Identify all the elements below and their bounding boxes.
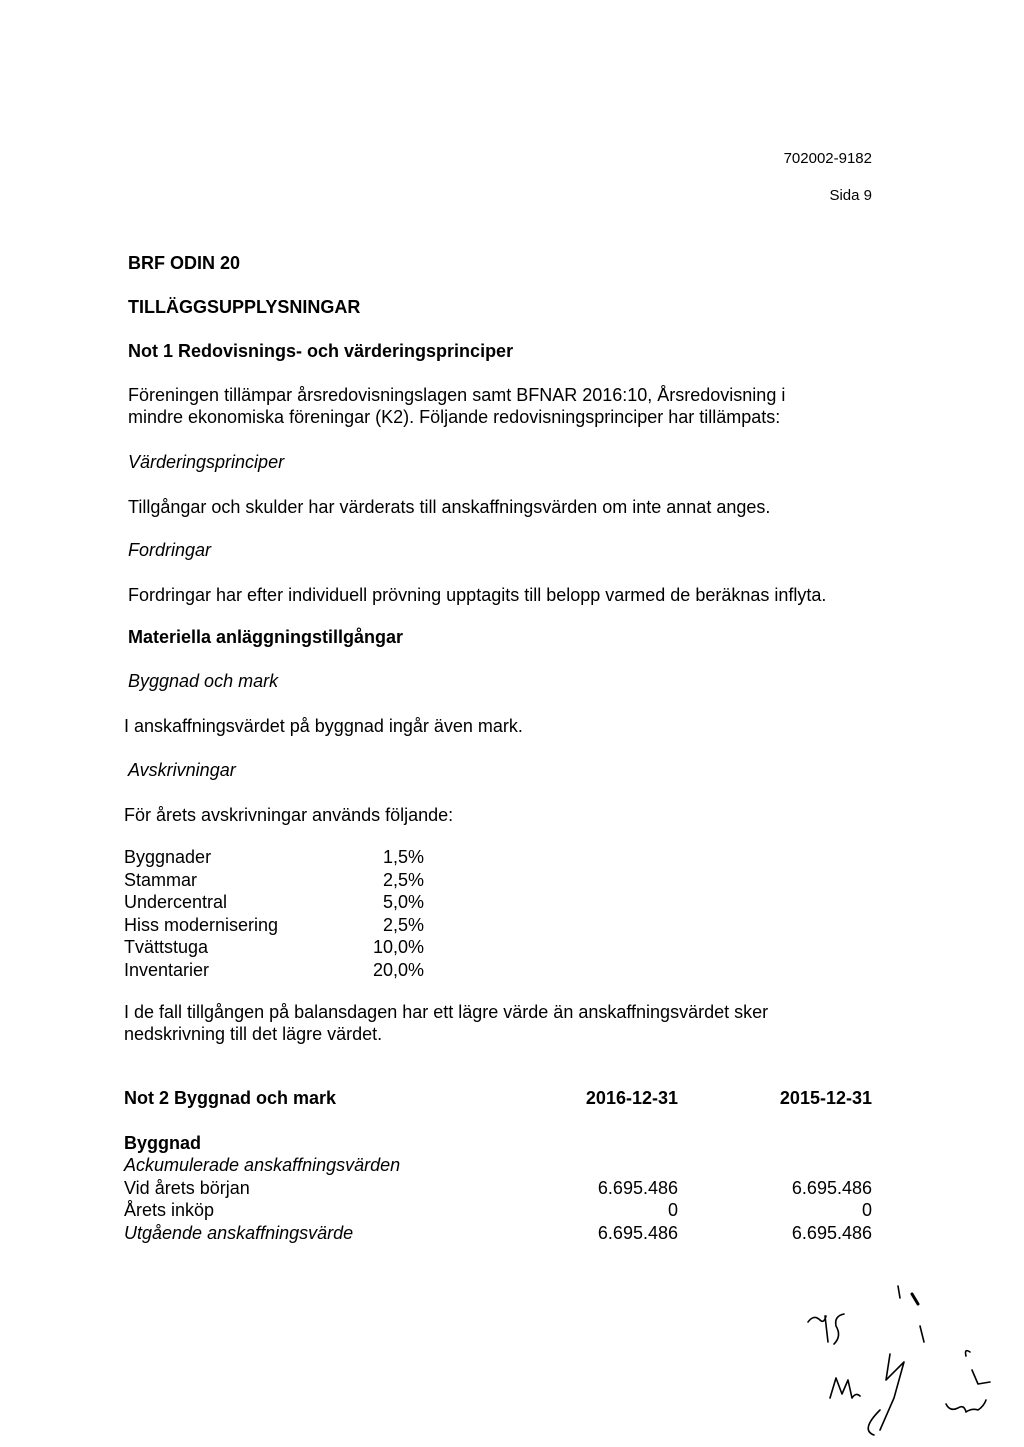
row-label: Årets inköp xyxy=(124,1200,215,1220)
note2-subheading2 xyxy=(124,1154,872,1177)
row-value-2016: 0 xyxy=(667,1200,678,1220)
impairment-line2: nedskrivning till det lägre värdet. xyxy=(124,1024,383,1044)
row-label: Vid årets början xyxy=(124,1177,250,1198)
note2-header-row xyxy=(124,1087,872,1110)
table-row xyxy=(124,959,424,982)
valuation-text: Tillgångar och skulder har värderats till anskaffningsvärden om inte annat anges. xyxy=(128,497,771,517)
signature-stroke xyxy=(825,1316,828,1342)
depreciation-name: Stammar xyxy=(124,869,198,890)
section-title: TILLÄGGSUPPLYSNINGAR xyxy=(128,297,361,317)
depreciation-rate: 20,0% xyxy=(372,959,424,980)
depreciation-name: Hiss modernisering xyxy=(124,914,279,935)
signature-stroke xyxy=(920,1326,924,1342)
signature-stroke xyxy=(830,1378,860,1398)
depreciation-rate: 2,5% xyxy=(382,869,424,890)
signature-stroke xyxy=(946,1400,986,1412)
table-row xyxy=(124,914,424,937)
depreciation-heading: Avskrivningar xyxy=(128,760,236,780)
depreciation-name: Inventarier xyxy=(124,959,210,980)
note1-title: Not 1 Redovisnings- och värderingsprinciper xyxy=(128,341,514,361)
note2-subheading xyxy=(124,1132,872,1155)
note2-subheading2-label: Ackumulerade anskaffningsvärden xyxy=(124,1155,401,1175)
row-value-2016: 6.695.486 xyxy=(597,1222,678,1243)
note1-intro-line1: Föreningen tillämpar årsredovisningslagen samt BFNAR 2016:10, Årsredovisning i xyxy=(128,385,786,405)
depreciation-rate: 10,0% xyxy=(372,937,424,957)
note2-col2-header: 2015-12-31 xyxy=(779,1088,872,1108)
valuation-heading: Värderingsprinciper xyxy=(128,452,285,472)
depreciation-intro: För årets avskrivningar används följande: xyxy=(124,805,454,825)
note2-title: Not 2 Byggnad och mark xyxy=(124,1088,337,1108)
row-value-2015: 6.695.486 xyxy=(791,1222,872,1243)
signature-stroke xyxy=(972,1370,990,1384)
signature-stroke xyxy=(880,1354,904,1430)
page-number: Sida 9 xyxy=(829,187,872,204)
org-number: 702002-9182 xyxy=(783,150,872,167)
table-row xyxy=(124,869,424,892)
signature-stroke xyxy=(834,1314,844,1344)
tangible-heading: Materiella anläggningstillgångar xyxy=(128,627,404,647)
depreciation-name: Byggnader xyxy=(124,847,212,867)
note2-table xyxy=(124,1087,872,1244)
signature-stroke xyxy=(966,1351,971,1356)
row-value-2015: 6.695.486 xyxy=(791,1177,872,1198)
table-row xyxy=(124,1199,872,1222)
table-row xyxy=(124,1177,872,1200)
table-row xyxy=(124,936,424,959)
building-text: I anskaffningsvärdet på byggnad ingår även mark. xyxy=(124,716,523,736)
depreciation-name: Undercentral xyxy=(124,892,228,912)
table-row xyxy=(124,1222,872,1245)
depreciation-rate: 2,5% xyxy=(382,914,424,935)
note2-col1-header: 2016-12-31 xyxy=(585,1088,678,1108)
handwritten-signatures xyxy=(800,1280,1000,1440)
receivables-text: Fordringar har efter individuell prövning upptagits till belopp varmed de beräknas inflyta. xyxy=(128,585,827,605)
org-name: BRF ODIN 20 xyxy=(128,253,241,273)
signature-stroke xyxy=(898,1286,900,1298)
signature-stroke xyxy=(912,1294,918,1304)
row-value-2015: 0 xyxy=(861,1200,872,1220)
note1-intro-line2: mindre ekonomiska föreningar (K2). Följande redovisningsprinciper har tillämpats: xyxy=(128,407,781,427)
table-row xyxy=(124,891,424,914)
depreciation-rate: 1,5% xyxy=(382,847,424,867)
row-value-2016: 6.695.486 xyxy=(597,1177,678,1198)
note2-subheading-label: Byggnad xyxy=(124,1132,202,1153)
building-heading: Byggnad och mark xyxy=(128,671,279,691)
depreciation-rate: 5,0% xyxy=(382,892,424,912)
depreciation-table xyxy=(124,846,424,981)
signature-stroke xyxy=(868,1410,880,1435)
row-label: Utgående anskaffningsvärde xyxy=(124,1222,354,1243)
receivables-heading: Fordringar xyxy=(128,540,212,560)
depreciation-name: Tvättstuga xyxy=(124,937,209,957)
table-row xyxy=(124,846,424,869)
impairment-line1: I de fall tillgången på balansdagen har ett lägre värde än anskaffningsvärdet sker xyxy=(124,1002,769,1022)
signature-stroke xyxy=(808,1316,826,1322)
